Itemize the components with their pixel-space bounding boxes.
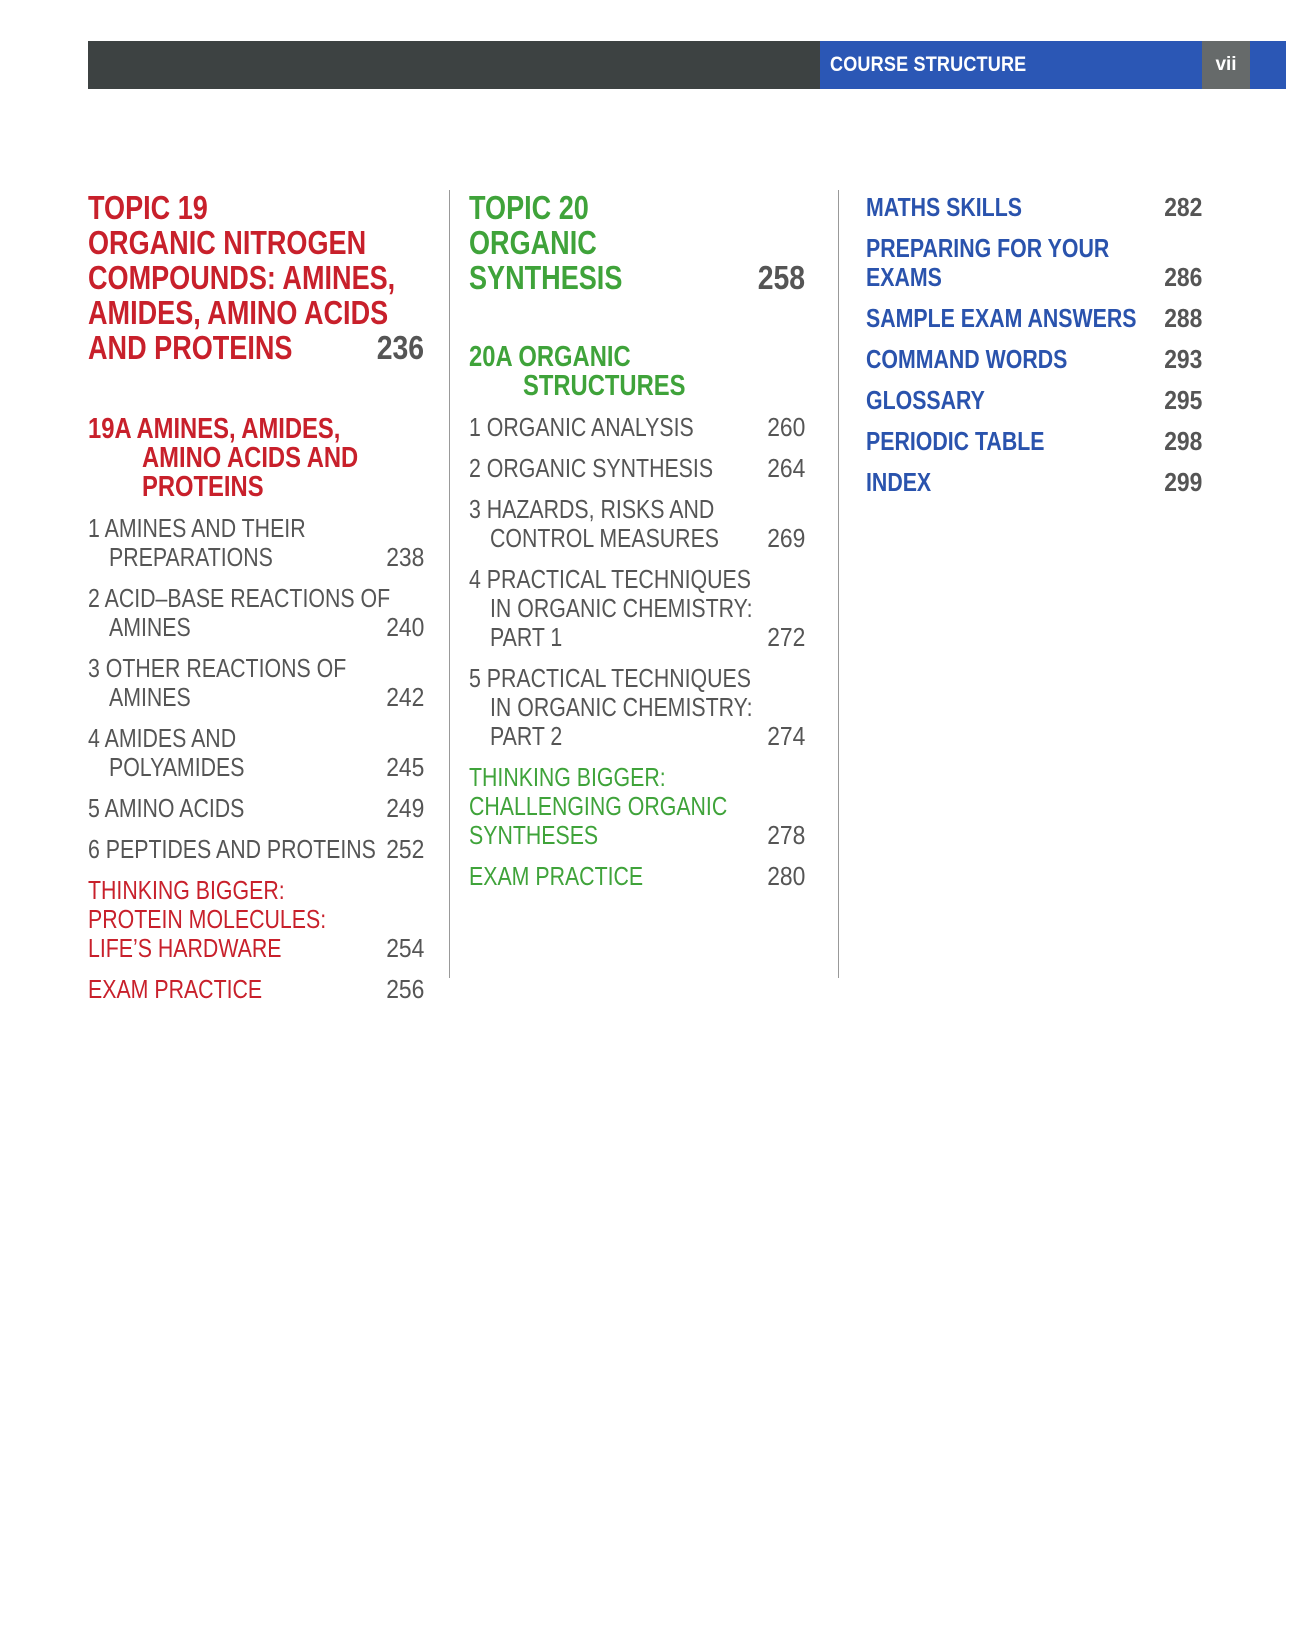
entry-title-cont: EXAMS <box>866 262 942 292</box>
backmatter-entry-sample-exam-answers[interactable] <box>866 304 1202 333</box>
toc-entry[interactable] <box>469 664 805 751</box>
entry-title: 1 AMINES AND THEIR <box>88 513 306 543</box>
entry-page: 264 <box>766 453 805 483</box>
entry-page: 298 <box>1163 426 1202 456</box>
entry-title: 3 HAZARDS, RISKS AND <box>469 494 715 524</box>
toc-entry[interactable] <box>88 654 424 712</box>
entry-page: 295 <box>1163 385 1202 415</box>
topic-20-page: 258 <box>757 259 805 296</box>
topic-19-title-line: AND PROTEINS <box>88 329 293 366</box>
entry-title: GLOSSARY <box>866 385 985 415</box>
entry-title-cont: IN ORGANIC CHEMISTRY: <box>490 593 753 623</box>
entry-title: 2 ORGANIC SYNTHESIS <box>469 453 714 483</box>
entry-title: MATHS SKILLS <box>866 192 1022 222</box>
backmatter-entry-periodic-table[interactable] <box>866 427 1202 456</box>
thinking-bigger-line: CHALLENGING ORGANIC <box>469 791 728 821</box>
column-divider-1 <box>449 190 450 978</box>
entry-title: 5 PRACTICAL TECHNIQUES <box>469 663 751 693</box>
topic-20-title-line: TOPIC 20 <box>469 189 589 226</box>
entry-page: 254 <box>385 933 424 963</box>
topic-19-title-line: AMIDES, AMINO ACIDS <box>88 294 389 331</box>
topic-19-title-line: COMPOUNDS: AMINES, <box>88 259 396 296</box>
thinking-bigger-line: THINKING BIGGER: <box>88 875 285 905</box>
topic-19-page: 236 <box>376 329 424 366</box>
entry-title-cont: CONTROL MEASURES <box>490 523 720 553</box>
entry-page: 252 <box>385 834 424 864</box>
entry-title-cont: POLYAMIDES <box>109 752 245 782</box>
thinking-bigger-entry[interactable] <box>88 876 424 963</box>
section-19a-line: PROTEINS <box>142 471 264 503</box>
entry-title-cont: AMINES <box>109 682 191 712</box>
toc-entry[interactable] <box>469 495 805 553</box>
entry-page: 269 <box>766 523 805 553</box>
entry-page: 256 <box>385 974 424 1004</box>
thinking-bigger-line: SYNTHESES <box>469 820 599 850</box>
entry-title: 6 PEPTIDES AND PROTEINS <box>88 834 376 864</box>
entry-title: 1 ORGANIC ANALYSIS <box>469 412 694 442</box>
toc-entry[interactable] <box>88 514 424 572</box>
toc-entry[interactable] <box>88 835 424 864</box>
exam-practice-entry[interactable] <box>469 862 805 891</box>
toc-entry[interactable] <box>469 454 805 483</box>
entry-page: 286 <box>1163 262 1202 292</box>
entry-page: 242 <box>385 682 424 712</box>
entry-page: 274 <box>766 721 805 751</box>
topic-20-column <box>469 190 805 891</box>
thinking-bigger-entry[interactable] <box>469 763 805 850</box>
backmatter-entry-index[interactable] <box>866 468 1202 497</box>
thinking-bigger-line: THINKING BIGGER: <box>469 762 666 792</box>
exam-practice-entry[interactable] <box>88 975 424 1004</box>
running-head-label: COURSE STRUCTURE <box>830 53 1027 76</box>
topic-20-heading[interactable] <box>469 190 805 295</box>
entry-title: SAMPLE EXAM ANSWERS <box>866 303 1137 333</box>
topic-20-title-line: ORGANIC <box>469 224 597 261</box>
topic-19-heading[interactable] <box>88 190 424 365</box>
exam-practice-label: EXAM PRACTICE <box>88 974 263 1004</box>
entry-title-cont: PART 2 <box>490 721 563 751</box>
topic-20-title-line: SYNTHESIS <box>469 259 623 296</box>
page-number: vii <box>1202 41 1250 89</box>
section-20a-heading[interactable] <box>469 343 805 401</box>
thinking-bigger-line: PROTEIN MOLECULES: <box>88 904 327 934</box>
entry-page: 288 <box>1163 303 1202 333</box>
backmatter-entry-maths-skills[interactable] <box>866 193 1202 222</box>
entry-title-cont: PART 1 <box>490 622 563 652</box>
topic-19-column <box>88 190 424 1004</box>
entry-page: 240 <box>385 612 424 642</box>
backmatter-entry-glossary[interactable] <box>866 386 1202 415</box>
entry-page: 278 <box>766 820 805 850</box>
toc-entry[interactable] <box>88 724 424 782</box>
entry-title-cont: PREPARATIONS <box>109 542 273 572</box>
entry-page: 272 <box>766 622 805 652</box>
entry-title: PERIODIC TABLE <box>866 426 1045 456</box>
toc-entry[interactable] <box>88 584 424 642</box>
topic-19-title-line: TOPIC 19 <box>88 189 208 226</box>
entry-page: 260 <box>766 412 805 442</box>
entry-title: 3 OTHER REACTIONS OF <box>88 653 347 683</box>
section-19a-heading[interactable] <box>88 415 424 502</box>
section-19a-line: AMINO ACIDS AND <box>142 442 359 474</box>
entry-title-cont: AMINES <box>109 612 191 642</box>
entry-page: 238 <box>385 542 424 572</box>
toc-entry[interactable] <box>469 413 805 442</box>
entry-title: 4 PRACTICAL TECHNIQUES <box>469 564 751 594</box>
topic-19-title-line: ORGANIC NITROGEN <box>88 224 367 261</box>
toc-entry[interactable] <box>469 565 805 652</box>
entry-title: INDEX <box>866 467 932 497</box>
entry-page: 282 <box>1163 192 1202 222</box>
header-tail <box>1250 41 1286 89</box>
entry-title: 5 AMINO ACIDS <box>88 793 245 823</box>
entry-title: COMMAND WORDS <box>866 344 1068 374</box>
entry-page: 299 <box>1163 467 1202 497</box>
entry-page: 280 <box>766 861 805 891</box>
entry-title: 2 ACID–BASE REACTIONS OF <box>88 583 391 613</box>
entry-page: 249 <box>385 793 424 823</box>
entry-page: 293 <box>1163 344 1202 374</box>
backmatter-entry-command-words[interactable] <box>866 345 1202 374</box>
section-20a-line: 20A ORGANIC <box>469 341 631 373</box>
column-divider-2 <box>838 190 839 978</box>
entry-title: PREPARING FOR YOUR <box>866 233 1110 263</box>
toc-entry[interactable] <box>88 794 424 823</box>
backmatter-column <box>866 193 1202 509</box>
exam-practice-label: EXAM PRACTICE <box>469 861 644 891</box>
backmatter-entry-preparing-for-exams[interactable] <box>866 234 1202 292</box>
entry-title: 4 AMIDES AND <box>88 723 237 753</box>
entry-page: 245 <box>385 752 424 782</box>
section-19a-line: 19A AMINES, AMIDES, <box>88 413 341 445</box>
section-20a-line: STRUCTURES <box>523 370 686 402</box>
entry-title-cont: IN ORGANIC CHEMISTRY: <box>490 692 753 722</box>
thinking-bigger-line: LIFE’S HARDWARE <box>88 933 282 963</box>
